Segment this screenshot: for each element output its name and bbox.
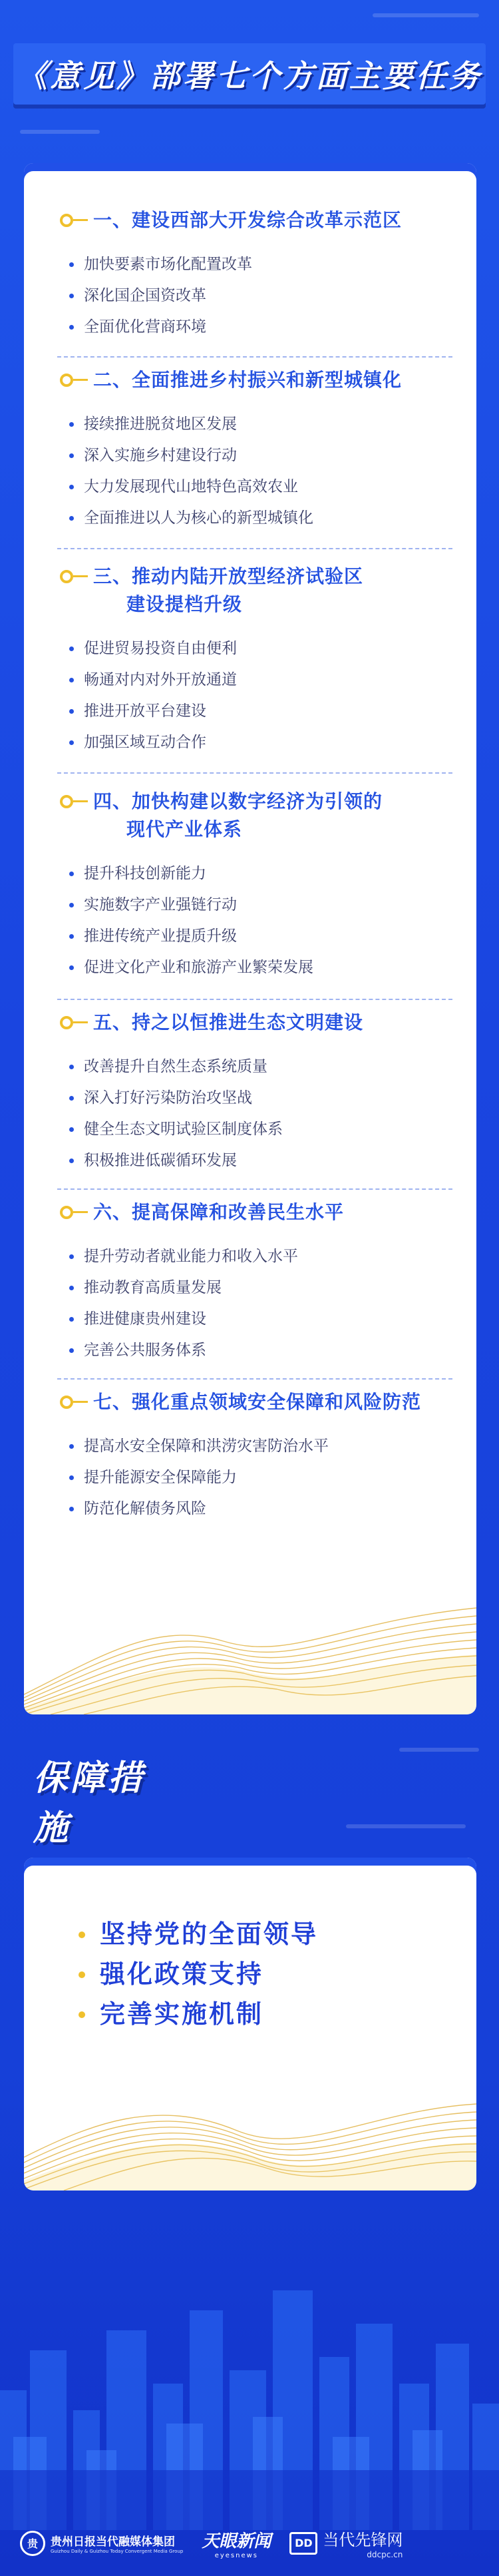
dot-icon [69,872,74,876]
section-header [60,366,459,394]
ring-bullet-icon [60,1396,73,1409]
ring-line-icon [73,575,88,577]
dot-icon [69,934,74,939]
section-items [60,633,459,758]
list-item [67,633,459,664]
eyesnews-logo [202,2527,271,2559]
dot-icon [69,1507,74,1511]
dot-icon [79,1971,85,1978]
gzdaily-text [51,2532,183,2554]
list-item-text: 加强区域互动合作 [84,734,206,751]
list-item-text: 提升科技创新能力 [84,865,206,882]
ring-bullet-icon [60,374,73,387]
section-divider [57,356,452,358]
section-items [60,1431,459,1525]
tasks-card [24,163,476,1714]
list-item [67,921,459,952]
gold-wave-decoration [24,2057,476,2190]
ddcpc-text [323,2527,403,2559]
list-item-text: 全面优化营商环境 [84,318,206,336]
section-title: 一、建设西部大开发综合改革示范区 [93,209,403,231]
ring-line-icon [73,1211,88,1213]
dot-icon [69,646,74,651]
org1-sub: Guizhou Daily & Guizhou Today Convergent Media Group [51,2549,184,2554]
org3-name: 当代先锋网 [323,2531,403,2549]
card-top-band [24,163,476,180]
task-section-2 [60,366,459,534]
eyesnews-text [202,2527,271,2559]
dot-icon [69,325,74,330]
list-item-text: 防范化解债务风险 [84,1500,206,1517]
list-item [67,1431,459,1462]
dot-icon [79,2011,85,2018]
section-items [60,249,459,343]
decor-stripe [346,1824,466,1828]
section-header [60,563,459,591]
ring-bullet-icon [60,1206,73,1219]
task-section-4 [60,788,459,983]
card-top-band [24,1858,476,1875]
list-item-text: 全面推进以人为核心的新型城镇化 [84,509,313,527]
section-title: 三、推动内陆开放型经济试验区 [93,565,364,587]
section-header [60,206,459,234]
section-title: 七、强化重点领域安全保障和风险防范 [93,1391,422,1413]
list-item [67,440,459,471]
ddcpc-logo [289,2527,403,2559]
list-item [67,249,459,280]
list-item-text: 健全生态文明试验区制度体系 [84,1121,283,1138]
list-item [67,1145,459,1176]
list-item [67,1335,459,1366]
dot-icon [69,1065,74,1069]
gzdaily-emblem-icon: 贵 [20,2531,45,2556]
task-section-1 [60,206,459,343]
decor-stripe [399,1748,479,1752]
ring-bullet-icon [60,795,73,808]
list-item [67,952,459,983]
list-item [67,409,459,440]
guarantee-banner [20,1744,180,1848]
section-divider [57,772,452,774]
org2-sub: eyesnews [214,2551,258,2559]
dot-icon [69,453,74,458]
dot-icon [69,740,74,745]
list-item-text: 接续推进脱贫地区发展 [84,415,237,433]
list-item-text: 坚持党的全面领导 [100,1920,319,1949]
section-title: 四、加快构建以数字经济为引领的 [93,790,383,812]
list-item [67,664,459,696]
list-item-text: 推进开放平台建设 [84,702,206,720]
list-item [67,503,459,534]
guarantee-card [24,1858,476,2190]
list-item-text: 推动教育高质量发展 [84,1279,222,1296]
task-section-6 [60,1198,459,1366]
list-item-text: 完善公共服务体系 [84,1342,206,1359]
ring-line-icon [73,1021,88,1023]
list-item-text: 实施数字产业强链行动 [84,896,237,913]
list-item [67,280,459,312]
guarantee-title: 保障措施 [33,1758,146,1848]
dot-icon [69,1159,74,1163]
org2-name: 天眼新闻 [202,2531,271,2551]
dot-icon [79,1932,85,1938]
list-item [67,1114,459,1145]
section-header [60,1198,459,1226]
list-item-text: 促进贸易投资自由便利 [84,640,237,657]
decor-stripe [373,13,479,17]
dot-icon [69,1475,74,1480]
section-items [60,1241,459,1366]
list-item [77,1994,318,2034]
list-item [67,696,459,727]
list-item-text: 推进传统产业提质升级 [84,927,237,945]
dot-icon [69,294,74,298]
dot-icon [69,262,74,267]
gzdaily-logo [20,2531,183,2556]
section-title-line2: 建设提档升级 [126,593,243,615]
dot-icon [69,1254,74,1259]
list-item-text: 深化国企国资改革 [84,287,206,304]
section-divider [57,1378,452,1380]
gold-wave-decoration [24,1581,476,1714]
dot-icon [69,678,74,682]
task-section-7 [60,1388,459,1525]
section-title: 六、提高保障和改善民生水平 [93,1201,345,1223]
task-section-3 [60,563,459,758]
ring-line-icon [73,1401,88,1403]
list-item [67,312,459,343]
list-item [67,727,459,758]
guarantee-items [77,1914,318,2034]
list-item [67,890,459,921]
list-item-text: 强化政策支持 [100,1959,264,1989]
list-item-text: 促进文化产业和旅游产业繁荣发展 [84,959,313,976]
list-item-text: 改善提升自然生态系统质量 [84,1058,267,1075]
task-section-5 [60,1009,459,1176]
org1-name: 贵州日报当代融媒体集团 [51,2535,175,2549]
ring-line-icon [73,379,88,381]
list-item [77,1954,318,1994]
list-item [67,1304,459,1335]
dot-icon [69,1317,74,1322]
dot-icon [69,709,74,714]
dot-icon [69,1348,74,1353]
list-item-text: 提升能源安全保障能力 [84,1469,237,1486]
dot-icon [69,903,74,907]
list-item-text: 大力发展现代山地特色高效农业 [84,478,298,495]
list-item [67,858,459,890]
org3-sub: ddcpc.cn [367,2550,403,2559]
ring-line-icon [73,219,88,221]
list-item [67,471,459,503]
list-item-text: 积极推进低碳循环发展 [84,1152,237,1169]
list-item-text: 深入打好污染防治攻坚战 [84,1089,252,1107]
section-divider [57,999,452,1000]
ring-bullet-icon [60,570,73,583]
city-skyline-decoration [0,2250,499,2530]
ring-line-icon [73,800,88,802]
dot-icon [69,1127,74,1132]
list-item [77,1914,318,1954]
section-title-line2: 现代产业体系 [126,818,243,840]
list-item-text: 加快要素市场化配置改革 [84,256,252,273]
list-item-text: 提高水安全保障和洪涝灾害防治水平 [84,1437,329,1455]
section-items [60,1051,459,1176]
section-items [60,858,459,983]
ddcpc-mark-icon: DD [289,2532,317,2555]
dot-icon [69,965,74,970]
list-item-text: 深入实施乡村建设行动 [84,447,237,464]
section-divider [57,548,452,549]
list-item [67,1083,459,1114]
ring-bullet-icon [60,1016,73,1029]
dot-icon [69,1444,74,1449]
footer [0,2510,499,2576]
dot-icon [69,516,74,521]
dot-icon [69,422,74,427]
dot-icon [69,1286,74,1290]
list-item [67,1051,459,1083]
decor-stripe [20,130,100,134]
section-title: 五、持之以恒推进生态文明建设 [93,1011,364,1033]
section-items [60,409,459,534]
section-header [60,1009,459,1037]
list-item [67,1272,459,1304]
page-title: 《意见》部署七个方面主要任务 [17,58,482,94]
list-item-text: 推进健康贵州建设 [84,1310,206,1328]
list-item [67,1462,459,1493]
list-item [67,1241,459,1272]
dot-icon [69,1096,74,1101]
list-item [67,1493,459,1525]
list-item-text: 完善实施机制 [100,1999,264,2029]
section-title: 二、全面推进乡村振兴和新型城镇化 [93,369,403,391]
dot-icon [69,485,74,489]
section-header [60,788,459,816]
section-header [60,1388,459,1416]
list-item-text: 畅通对内对外开放通道 [84,671,237,688]
ring-bullet-icon [60,214,73,227]
list-item-text: 提升劳动者就业能力和收入水平 [84,1248,298,1265]
title-banner [13,43,486,105]
section-divider [57,1188,452,1190]
